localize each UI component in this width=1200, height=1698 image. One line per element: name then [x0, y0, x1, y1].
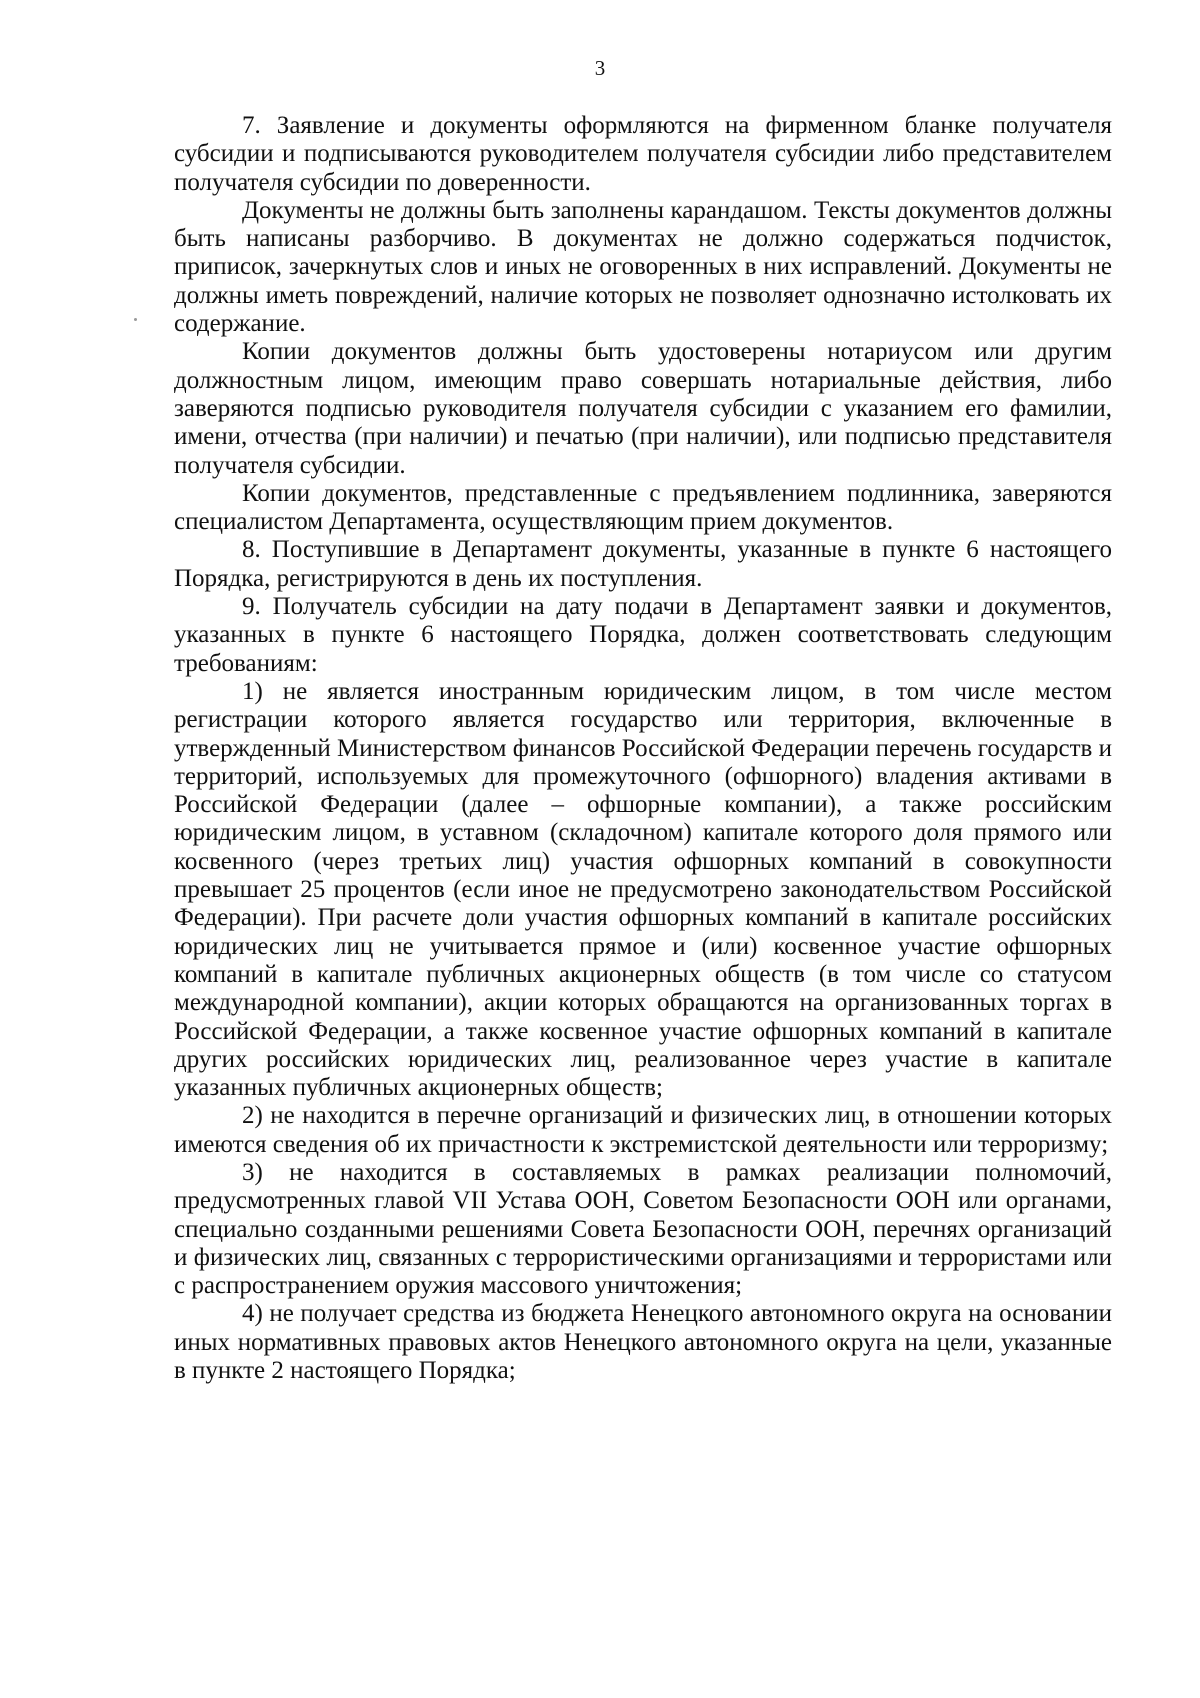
paragraph-9-recipient-requirements: 9. Получатель субсидии на дату подачи в Департамент заявки и документов, указанных в пункте 6 настоящего Порядка, должен соответствовать следующим требованиям:	[174, 593, 1112, 677]
requirement-1-offshore: 1) не является иностранным юридическим лицом, в том числе местом регистрации которого является государство или территория, включенные в утвержденный Министерством финансов Российской Федерации перечень государств и территорий, используемых для промежуточного (офшорного) владения активами в Российской Федерации (далее – офшорные компании), а также российским юридическим лицом, в уставном (складочном) капитале которого доля прямого или косвенного (через третьих лиц) участия офшорных компаний в совокупности превышает 25 процентов (если иное не предусмотрено законодательством Российской Федерации). При расчете доли участия офшорных компаний в капитале российских юридических лиц не учитывается прямое и (или) косвенное участие офшорных компаний в капитале публичных акционерных обществ (в том числе со статусом международной компании), акции которых обращаются на организованных торгах в Российской Федерации, а также косвенное участие офшорных компаний в капитале других российских юридических лиц, реализованное через участие в капитале указанных публичных акционерных обществ;	[174, 677, 1112, 1102]
paragraph-copies-certification: Копии документов должны быть удостоверены нотариусом или другим должностным лицом, имеющим право совершать нотариальные действия, либо заверяются подписью руководителя получателя субсидии с указанием его фамилии, имени, отчества (при наличии) и печатью (при наличии), или подписью представителя получателя субсидии.	[174, 338, 1112, 479]
scan-artifact-dot	[134, 318, 137, 321]
paragraph-copies-with-original: Копии документов, представленные с предъявлением подлинника, заверяются специалистом Департамента, осуществляющим прием документов.	[174, 479, 1112, 536]
page-number: 3	[594, 56, 606, 80]
paragraph-documents-requirements: Документы не должны быть заполнены карандашом. Тексты документов должны быть написаны разборчиво. В документах не должно содержаться подчисток, приписок, зачеркнутых слов и иных не оговоренных в них исправлений. Документы не должны иметь повреждений, наличие которых не позволяет однозначно истолковать их содержание.	[174, 196, 1112, 338]
requirement-3-un-lists: 3) не находится в составляемых в рамках реализации полномочий, предусмотренных главой VII Устава ООН, Советом Безопасности ООН или органами, специально созданными решениями Совета Безопасности ООН, перечнях организаций и физических лиц, связанных с террористическими организациями и террористами или с распространением оружия массового уничтожения;	[174, 1158, 1112, 1300]
paragraph-7-application-form: 7. Заявление и документы оформляются на фирменном бланке получателя субсидии и подписываются руководителем получателя субсидии либо представителем получателя субсидии по доверенности.	[174, 112, 1112, 196]
requirement-2-extremism-list: 2) не находится в перечне организаций и физических лиц, в отношении которых имеются сведения об их причастности к экстремистской деятельности или терроризму;	[174, 1102, 1112, 1158]
paragraph-8-registration: 8. Поступившие в Департамент документы, указанные в пункте 6 настоящего Порядка, регистрируются в день их поступления.	[174, 536, 1112, 592]
document-body	[174, 112, 1112, 1385]
requirement-4-budget-funds: 4) не получает средства из бюджета Ненецкого автономного округа на основании иных нормативных правовых актов Ненецкого автономного округа на цели, указанные в пункте 2 настоящего Порядка;	[174, 1300, 1112, 1385]
